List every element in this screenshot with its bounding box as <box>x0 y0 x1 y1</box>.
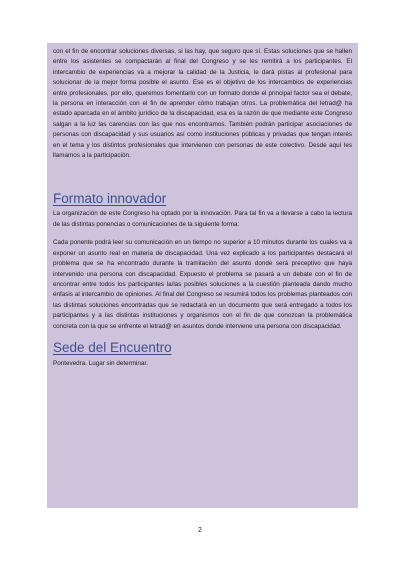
sede-paragraph: Pontevedra. Lugar sin determinar. <box>53 359 148 367</box>
content-panel <box>47 43 358 508</box>
formato-heading: Formato innovador <box>53 191 167 207</box>
formato-paragraph-2: Cada ponente podrá leer su comunicación en un tiempo no superior a 10 minutos durante los cuales va a exponer un asunto real en materia de discapacidad. Una vez explicado a los participantes destacará el problema que se ha encontrado durante la tramitación del asunto donde será preceptivo que haya intervenido una persona con discapacidad. Expuesto el problema se pasará a un debate con el fin de encontrar entre todos los participantes la/las posibles soluciones a la cuestión planteada dando mucho énfasis al intercambio de opiniones. Al final del Congreso se resumirá todos los problemas planteados con las distintas soluciones encontradas que se redactará en un documento que será entregado a todos los participantes y a las distintas instituciones y organismos con el fin de que conozcan la problemática concreta con la que se enfrente el letrad@ en asuntos donde interviene una persona con discapacidad. <box>53 239 352 330</box>
sede-heading: Sede del Encuentro <box>53 339 172 355</box>
intro-paragraph: con el fin de encontrar soluciones diversas, si las hay, que seguro que sí. Estas soluciones que se hallen entre los asistentes se compactarán al final del Congreso y se les remitirá a los participantes. El intercambio de experiencias va a mejorar la calidad de la Justicia, le dará pistas al profesional para solucionar de la mejor forma posible el asunto. Ese es el objetivo de los intercambios de experiencias entre profesionales, por ello, queremos fomentarlo con un formato donde el principal factor sea el debate, la persona en interacción con el fin de aprender cómo trabajan otros. La problemática del letrad@ ha estado aparcada en el ámbito jurídico de la discapacidad, esa es la razón de que mediante este Congreso salgan a la luz las carencias con las que nos encontramos. También podrán participar asociaciones de personas con discapacidad y sus usuarios así como instituciones públicas y privadas que tengan interés en el tema y los distintos profesionales que intervienen con personas de este colectivo. Desde aquí les llamamos a la participación. <box>53 48 352 160</box>
formato-paragraph-1: La organización de este Congreso ha optado por la innovación. Para tal fin va a llevarse a cabo la lectura de las distintas ponencias o comunicaciones de la siguiente forma: <box>53 210 352 228</box>
spacer <box>53 161 352 191</box>
page-number: 2 <box>198 527 202 534</box>
